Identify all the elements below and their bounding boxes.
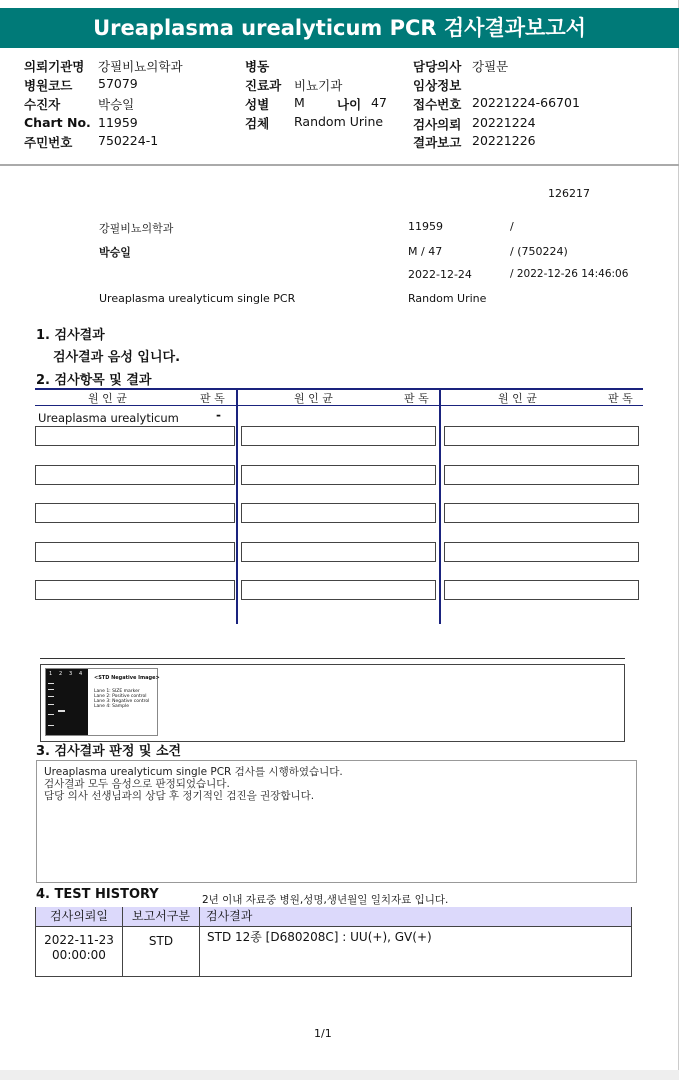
- resident-no-value: 750224-1: [98, 133, 159, 148]
- history-row-time: 00:00:00: [52, 948, 106, 962]
- gel-caption-line: Lane 2: Positive control: [94, 694, 147, 699]
- ward-label: 병동: [245, 59, 270, 74]
- gel-caption-line: Lane 3: Negative control: [94, 699, 150, 704]
- chart-no-label: Chart No.: [24, 115, 91, 130]
- sex-label: 성별: [245, 97, 270, 112]
- history-row-result: STD 12종 [D680208C] : UU(+), GV(+): [207, 930, 432, 944]
- doc-chart-no: 11959: [408, 220, 443, 233]
- specimen-value: Random Urine: [294, 114, 384, 129]
- result-box: [35, 426, 235, 446]
- result-box: [35, 580, 235, 600]
- clinical-info-label: 임상정보: [413, 78, 462, 93]
- doc-slash: /: [510, 220, 514, 233]
- specimen-label: 검체: [245, 116, 270, 131]
- chart-no-value: 11959: [98, 115, 138, 130]
- gel-lane-label: 4: [79, 671, 83, 677]
- history-col-type: 보고서구분: [123, 907, 200, 926]
- doctor-label: 담당의사: [413, 59, 462, 74]
- row1-pathogen-name: Ureaplasma urealyticum: [38, 411, 179, 425]
- gel-dark-panel: [46, 669, 88, 735]
- findings-line: 담당 의사 선생님과의 상담 후 정기적인 검진을 권장합니다.: [44, 790, 315, 802]
- col-result-3: 판 독: [608, 392, 633, 405]
- results-table-divider-2: [439, 388, 441, 624]
- resident-no-label: 주민번호: [24, 135, 73, 150]
- result-box: [241, 542, 436, 562]
- result-box: [444, 426, 639, 446]
- request-date-value: 20221224: [472, 115, 536, 130]
- col-result-2: 판 독: [404, 392, 429, 405]
- section3-heading: 3. 검사결과 판정 및 소견: [36, 744, 182, 759]
- col-result-1: 판 독: [200, 392, 225, 405]
- institution-value: 강필비뇨의학과: [98, 59, 183, 74]
- result-box: [241, 465, 436, 485]
- gel-electrophoresis-image: [45, 668, 158, 736]
- row1-result: -: [216, 408, 221, 422]
- history-col-divider: [199, 926, 200, 976]
- history-row-type: STD: [148, 934, 174, 948]
- gel-top-rule: [40, 658, 625, 659]
- findings-box: [36, 760, 637, 883]
- institution-label: 의뢰기관명: [24, 59, 85, 74]
- results-table-divider-1: [236, 388, 238, 624]
- doc-patient-name: 박승일: [99, 246, 131, 259]
- doctor-value: 강필문: [472, 59, 509, 74]
- receipt-no-value: 20221224-66701: [472, 95, 580, 110]
- receipt-no-label: 접수번호: [413, 97, 462, 112]
- gel-lane-label: 2: [59, 671, 63, 677]
- hospital-code-value: 57079: [98, 76, 138, 91]
- col-pathogen-1: 원 인 균: [88, 392, 127, 405]
- result-box: [35, 465, 235, 485]
- history-col-result: 검사결과: [200, 907, 631, 926]
- gel-marker-band: [48, 689, 54, 690]
- col-pathogen-3: 원 인 균: [498, 392, 537, 405]
- section1-heading: 1. 검사결과: [36, 328, 105, 343]
- department-value: 비뇨기과: [294, 78, 343, 93]
- history-row-date: 2022-11-23: [44, 933, 114, 947]
- gel-positive-band: [58, 710, 65, 712]
- result-box: [241, 580, 436, 600]
- department-label: 진료과: [245, 78, 282, 93]
- doc-received-date: 2022-12-24: [408, 268, 472, 281]
- doc-institution: 강필비뇨의학과: [99, 222, 174, 235]
- gel-lane-label: 3: [69, 671, 73, 677]
- section1-result-text: 검사결과 음성 입니다.: [53, 350, 181, 365]
- result-box: [444, 580, 639, 600]
- result-box: [35, 503, 235, 523]
- sex-value: M: [294, 95, 305, 110]
- col-pathogen-2: 원 인 균: [294, 392, 333, 405]
- gel-marker-band: [48, 683, 54, 684]
- findings-line: Ureaplasma urealyticum single PCR 검사를 시행하였습니다.: [44, 766, 343, 778]
- doc-sex-age: M / 47: [408, 245, 443, 258]
- hospital-code-label: 병원코드: [24, 78, 73, 93]
- history-col-date: 검사의뢰일: [36, 907, 123, 926]
- gel-marker-band: [48, 696, 54, 697]
- doc-reported-datetime: / 2022-12-26 14:46:06: [510, 268, 629, 280]
- report-title: Ureaplasma urealyticum PCR 검사결과보고서: [0, 8, 679, 48]
- age-label: 나이: [337, 97, 362, 112]
- report-date-label: 결과보고: [413, 135, 462, 150]
- gel-marker-band: [48, 714, 54, 715]
- result-box: [444, 542, 639, 562]
- gel-caption-line: Lane 1: SIZE marker: [94, 689, 140, 694]
- result-box: [241, 503, 436, 523]
- document-id: 126217: [548, 187, 590, 200]
- gel-caption-line: Lane 4: Sample: [94, 704, 129, 709]
- section2-heading: 2. 검사항목 및 결과: [36, 373, 152, 388]
- gel-lane-label: 1: [49, 671, 53, 677]
- history-note: 2년 이내 자료중 병원,성명,생년월일 일치자료 입니다.: [202, 894, 449, 906]
- result-box: [241, 426, 436, 446]
- result-box: [444, 503, 639, 523]
- bottom-bar: [0, 1070, 679, 1080]
- result-box: [444, 465, 639, 485]
- doc-test-name: Ureaplasma urealyticum single PCR: [99, 292, 296, 305]
- gel-caption-title: <STD Negative Image>: [94, 675, 160, 681]
- page-number: 1/1: [314, 1027, 332, 1040]
- age-value: 47: [371, 95, 387, 110]
- result-box: [35, 542, 235, 562]
- report-date-value: 20221226: [472, 133, 536, 148]
- gel-marker-band: [48, 704, 54, 705]
- request-date-label: 검사의뢰: [413, 117, 462, 132]
- section4-heading: 4. TEST HISTORY: [36, 887, 159, 902]
- examinee-label: 수진자: [24, 97, 61, 112]
- header-divider: [0, 164, 679, 166]
- history-header-rule: [36, 926, 631, 927]
- examinee-value: 박승일: [98, 97, 135, 112]
- gel-marker-band: [48, 725, 54, 726]
- findings-line: 검사결과 모두 음성으로 판정되었습니다.: [44, 778, 230, 790]
- doc-birth: / (750224): [510, 245, 568, 258]
- doc-specimen: Random Urine: [408, 292, 487, 305]
